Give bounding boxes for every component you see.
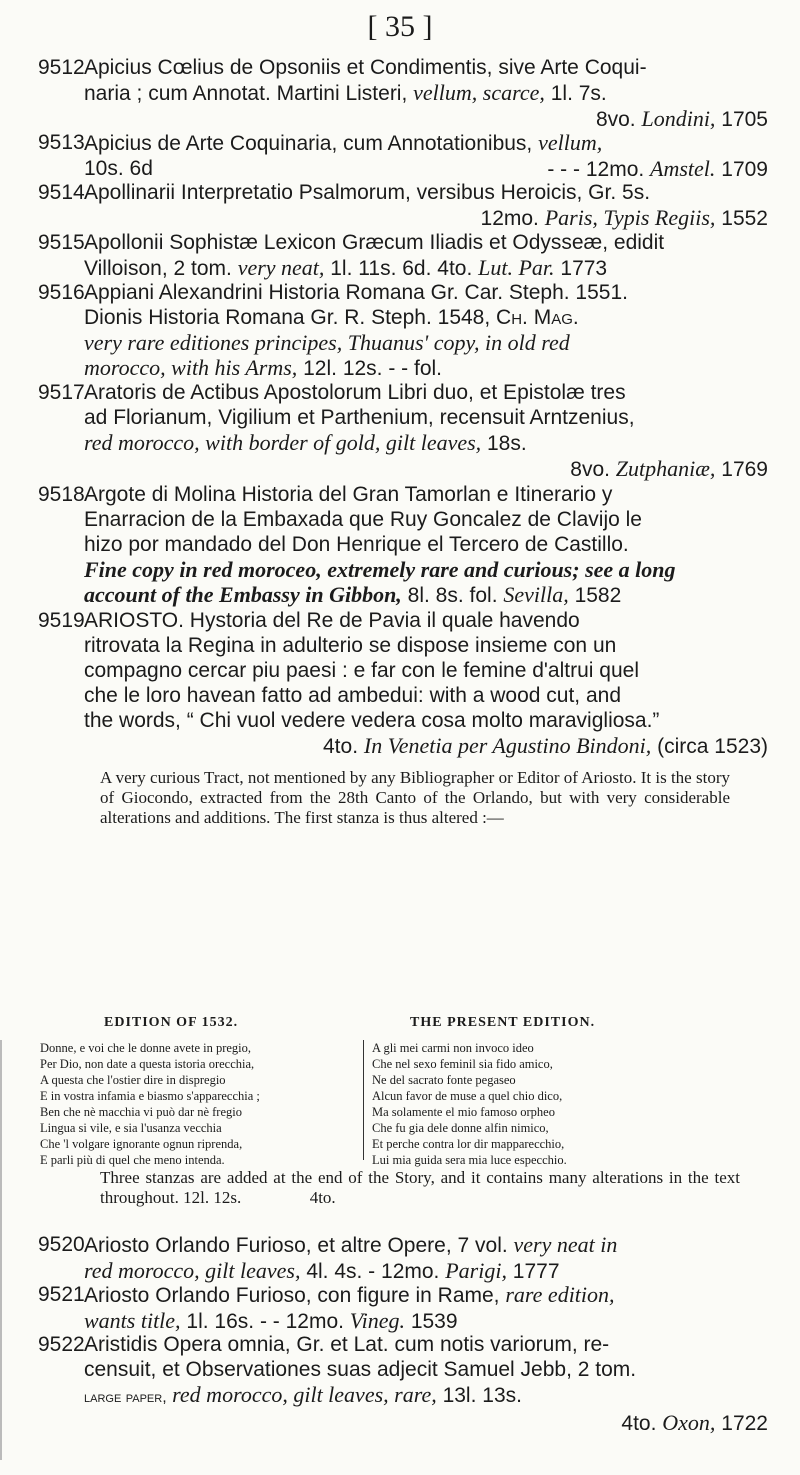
entry-number: 9514 <box>38 181 85 204</box>
entry-line: Apollonii Sophistæ Lexicon Græcum Iliadis et Odysseæ, edidit <box>84 231 665 254</box>
verse-line: Che fu gia dele donne alfin nimico, <box>372 1121 549 1135</box>
imprint-place: Parigi, <box>445 1258 507 1283</box>
entry-9516 <box>38 280 768 381</box>
imprint-year: 1705 <box>715 108 768 131</box>
entry-line: ritrovata la Regina in adulterio se dispose insieme con un <box>84 634 617 657</box>
entry-price: 13l. 13s. <box>436 1384 522 1407</box>
entry-imprint <box>84 205 768 231</box>
margin-rule <box>0 1040 2 1460</box>
entry-line: ad Florianum, Vigilium et Parthenium, recensuit Arntzenius, <box>84 406 635 429</box>
entry-number: 9519 <box>38 609 85 632</box>
entry-9514 <box>38 180 768 231</box>
verse-line: Che nel sexo feminil sia fido amico, <box>372 1057 553 1071</box>
entry-line: the words, “ Chi vuol vedere vedera cosa molto maravigliosa.” <box>84 709 660 732</box>
entry-note: A very curious Tract, not mentioned by any Bibliographer or Editor of Ariosto. It is the story of Giocondo, extracted from the 28th Canto of the Orlando, but with very considerable alterations and additions. The first stanza is thus altered :— <box>100 768 730 827</box>
entry-line: che le loro havean fatto ad ambedui: with a wood cut, and <box>84 684 622 707</box>
verse-line: Per Dio, non date a questa istoria orecchia, <box>40 1057 255 1071</box>
verse-line: Lui mia guida sera mia luce especchio. <box>372 1153 567 1167</box>
imprint-place: Paris, Typis Regiis, <box>544 205 716 230</box>
entry-italic: vellum, <box>538 130 603 155</box>
entry-italic: rare edition, <box>505 1282 615 1307</box>
entry-number: 9520 <box>38 1233 85 1256</box>
entry-italic: red morocco, gilt leaves, rare, <box>166 1382 437 1407</box>
entry-line: ARIOSTO. Hystoria del Re de Pavia il quale havendo <box>84 609 580 632</box>
page-header: [ 35 ] <box>367 10 433 43</box>
entry-9517 <box>38 380 768 482</box>
imprint-place: Vineg. <box>349 1308 405 1333</box>
entry-line <box>84 156 768 182</box>
imprint-year: 1773 <box>554 257 608 280</box>
imprint-place: Oxon, <box>662 1410 716 1435</box>
verse-line: E in vostra infamia e biasmo s'apparecchia ; <box>40 1089 260 1103</box>
verse-line: A gli mei carmi non invoco ideo <box>372 1041 534 1055</box>
entry-line: compagno cercar piu paesi : e far con le femine d'altrui quel <box>84 659 639 682</box>
entry-line: Argote di Molina Historia del Gran Tamorlan e Itinerario y <box>84 483 613 506</box>
verse-line: A questa che l'ostier dire in dispregio <box>40 1073 226 1087</box>
verse-line: Che 'l volgare ignorante ognun riprenda, <box>40 1137 243 1151</box>
entry-imprint <box>84 1410 768 1436</box>
imprint-place: Zutphaniæ, <box>615 456 716 481</box>
entry-text: Villoison, 2 tom. <box>84 257 238 280</box>
entry-italic: very neat in <box>513 1232 618 1257</box>
entry-line <box>84 1308 768 1334</box>
entry-line: Fine copy in red moroceo, extremely rare and curious; see a long <box>84 557 676 582</box>
entry-9512 <box>38 55 768 132</box>
imprint-place: Sevilla, <box>503 582 569 607</box>
entry-9519 <box>38 608 768 759</box>
entry-line <box>84 130 768 156</box>
entry-line: Aristidis Opera omnia, Gr. et Lat. cum notis variorum, re- <box>84 1333 610 1356</box>
imprint-year: 1582 <box>568 584 622 607</box>
entry-9521 <box>38 1282 768 1334</box>
entry-line: censuit, et Observationes suas adjecit Samuel Jebb, 2 tom. <box>84 1358 637 1381</box>
entry-number: 9522 <box>38 1333 85 1356</box>
entry-line: Apicius Cœlius de Opsoniis et Condimentis, sive Arte Coqui- <box>84 56 647 79</box>
imprint-format: 12mo. <box>480 207 545 230</box>
after-note <box>100 1168 740 1208</box>
entry-line: Aratoris de Actibus Apostolorum Libri duo, et Epistolæ tres <box>84 381 626 404</box>
entry-italic: red morocco, with border of gold, gilt leaves, <box>84 430 482 455</box>
entry-number: 9515 <box>38 231 85 254</box>
imprint-format: 4to. <box>323 735 364 758</box>
entry-line: very rare editiones principes, Thuanus' copy, in old red <box>84 330 570 355</box>
entry-text: Apicius de Arte Coquinaria, cum Annotationibus, <box>84 132 539 155</box>
entry-line <box>84 582 768 608</box>
after-note-text: Three stanzas are added at the end of the Story, and it contains many alterations in the text throughout. <box>100 1168 740 1207</box>
entry-line <box>84 255 768 281</box>
imprint-place: Amstel. <box>650 156 716 181</box>
entry-number: 9518 <box>38 483 85 506</box>
entry-price: 1l. 7s. <box>544 82 607 105</box>
entry-price: 10s. 6d <box>84 157 153 180</box>
entry-smallcaps: Ch. Mag. <box>496 306 579 329</box>
imprint-year: 1777 <box>506 1260 560 1283</box>
imprint-format: 8vo. <box>570 458 616 481</box>
entry-line: Enarracion de la Embaxada que Ruy Goncalez de Clavijo le <box>84 508 642 531</box>
entry-price: 4l. 4s. - 12mo. <box>300 1260 446 1283</box>
verse-line: Ne del sacrato fonte pegaseo <box>372 1073 516 1087</box>
verse-line: Ma solamente el mio famoso orpheo <box>372 1105 555 1119</box>
entry-imprint <box>84 456 768 482</box>
entry-line <box>84 80 768 106</box>
imprint-place: In Venetia per Agustino Bindoni, <box>363 733 652 758</box>
entry-italic: morocco, with his Arms, <box>84 355 298 380</box>
after-note-price: 12l. 12s. <box>183 1188 242 1207</box>
entry-italic: very neat, <box>237 255 325 280</box>
imprint-format: 4to. <box>621 1412 663 1435</box>
entry-line <box>84 430 768 456</box>
imprint-year: 1722 <box>715 1412 768 1435</box>
entry-9518 <box>38 482 768 608</box>
imprint-format: 8vo. <box>595 108 642 131</box>
entry-text: Ariosto Orlando Furioso, con figure in Rame, <box>84 1284 506 1307</box>
entry-price: 1l. 11s. 6d. 4to. <box>324 257 479 280</box>
entry-9513 <box>38 130 768 182</box>
entry-line <box>84 1282 768 1308</box>
entry-number: 9521 <box>38 1283 85 1306</box>
entry-line <box>84 1258 768 1284</box>
verse-line: Donne, e voi che le donne avete in pregio, <box>40 1041 252 1055</box>
stanza-right <box>372 1040 762 1168</box>
entry-price: 18s. <box>481 432 527 455</box>
entry-line: Appiani Alexandrini Historia Romana Gr. Car. Steph. 1551. <box>84 281 628 304</box>
entry-9522 <box>38 1332 768 1436</box>
entry-number: 9517 <box>38 381 85 404</box>
imprint-year: 1769 <box>715 458 768 481</box>
entry-imprint <box>84 106 768 132</box>
entry-number: 9513 <box>38 131 85 154</box>
entry-number: 9512 <box>38 56 85 79</box>
entry-italic: red morocco, gilt leaves, <box>84 1258 301 1283</box>
imprint-place: Londini, <box>641 106 716 131</box>
verse-line: E parli più di quel che meno intenda. <box>40 1153 225 1167</box>
entry-text: Ariosto Orlando Furioso, et altre Opere, 7 vol. <box>84 1234 514 1257</box>
entry-text: naria ; cum Annotat. Martini Listeri, <box>84 82 414 105</box>
imprint-year: (circa 1523) <box>651 735 768 758</box>
imprint-year: 1539 <box>404 1310 458 1333</box>
verse-line: Et perche contra lor dir mapparecchio, <box>372 1137 565 1151</box>
verse-line: Ben che nè macchia vi può dar nè fregio <box>40 1105 242 1119</box>
entry-italic: account of the Embassy in Gibbon, <box>84 582 402 607</box>
entry-line: hizo por mandado del Don Henrique el Tercero de Castillo. <box>84 533 629 556</box>
entry-number: 9516 <box>38 281 85 304</box>
entry-italic: vellum, scarce, <box>413 80 545 105</box>
entry-line: Apollinarii Interpretatio Psalmorum, versibus Heroicis, Gr. 5s. <box>84 181 651 204</box>
entry-9520 <box>38 1232 768 1284</box>
entry-price: 1l. 16s. - - 12mo. <box>180 1310 350 1333</box>
entry-format: - - - 12mo. <box>547 158 651 181</box>
after-note-format: 4to. <box>309 1188 336 1207</box>
entry-line <box>84 355 768 381</box>
column-heading-left: EDITION OF 1532. <box>104 1015 239 1030</box>
entry-line <box>84 1382 768 1410</box>
column-divider <box>363 1040 364 1160</box>
entry-italic: wants title, <box>84 1308 181 1333</box>
imprint-year: 1709 <box>715 158 768 181</box>
entry-line <box>84 305 768 330</box>
imprint-year: 1552 <box>715 207 768 230</box>
entry-price: 12l. 12s. - - fol. <box>297 357 443 380</box>
entry-line <box>84 1232 768 1258</box>
verse-line: Alcun favor de muse a quel chio dico, <box>372 1089 563 1103</box>
entry-text: Dionis Historia Romana Gr. R. Steph. 1548, <box>84 306 497 329</box>
entry-smallcaps: large paper, <box>84 1389 167 1406</box>
stanza-left <box>40 1040 358 1168</box>
entry-9515 <box>38 230 768 281</box>
entry-imprint <box>84 733 768 759</box>
entry-price: 8l. 8s. fol. <box>401 584 504 607</box>
column-heading-right: THE PRESENT EDITION. <box>410 1015 596 1030</box>
verse-line: Lingua si vile, e sia l'usanza vecchia <box>40 1121 222 1135</box>
imprint-place: Lut. Par. <box>478 255 555 280</box>
